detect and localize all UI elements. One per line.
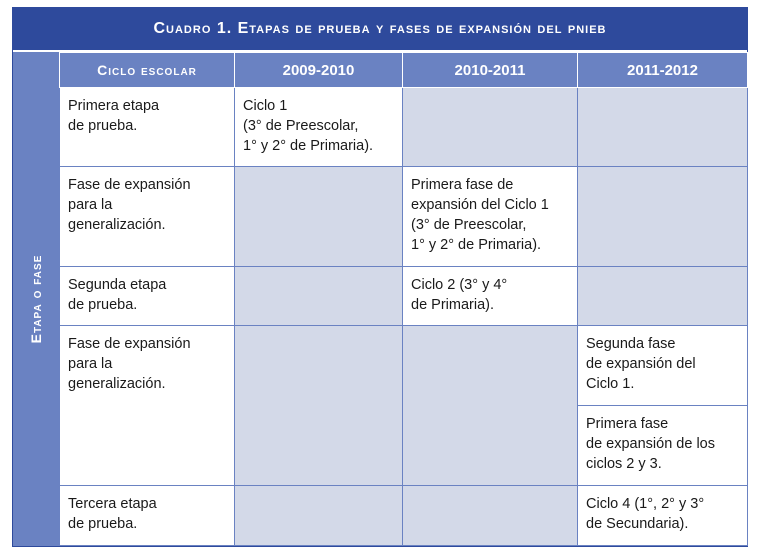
- row-label: Segunda etapa de prueba.: [60, 267, 235, 326]
- header-cell-year: 2010-2011: [403, 53, 578, 88]
- cell: Segunda fase de expansión del Ciclo 1.: [578, 326, 748, 406]
- table-row: [60, 267, 748, 326]
- table-row: [60, 167, 748, 267]
- row-label: Primera etapa de prueba.: [60, 88, 235, 167]
- empty-cell: [403, 486, 578, 546]
- cell: Primera fase de expansión de los ciclos 2 y 3.: [578, 406, 748, 486]
- cell: Ciclo 4 (1°, 2° y 3° de Secundaria).: [578, 486, 748, 546]
- table-title: Cuadro 1. Etapas de prueba y fases de expansión del pnieb: [13, 8, 747, 52]
- row-label: Fase de expansión para la generalización.: [60, 326, 235, 486]
- header-row: [60, 53, 748, 88]
- empty-cell: [578, 167, 748, 267]
- empty-cell: [235, 167, 403, 267]
- empty-cell: [235, 326, 403, 486]
- empty-cell: [578, 88, 748, 167]
- cell: Primera fase de expansión del Ciclo 1 (3° de Preescolar, 1° y 2° de Primaria).: [403, 167, 578, 267]
- table-frame: [12, 7, 748, 547]
- table-row: [60, 486, 748, 546]
- empty-cell: [235, 267, 403, 326]
- row-label: Fase de expansión para la generalización.: [60, 167, 235, 267]
- cell: Ciclo 2 (3° y 4° de Primaria).: [403, 267, 578, 326]
- table-row: [60, 88, 748, 167]
- header-cell-year: 2011-2012: [578, 53, 748, 88]
- side-header: [13, 52, 59, 546]
- data-table: [59, 52, 748, 546]
- table-row: [60, 326, 748, 406]
- cell: Ciclo 1 (3° de Preescolar, 1° y 2° de Primaria).: [235, 88, 403, 167]
- empty-cell: [578, 267, 748, 326]
- empty-cell: [235, 486, 403, 546]
- empty-cell: [403, 326, 578, 486]
- header-cell-ciclo: Ciclo escolar: [60, 53, 235, 88]
- side-label: Etapa o fase: [28, 254, 44, 344]
- header-cell-year: 2009-2010: [235, 53, 403, 88]
- row-label: Tercera etapa de prueba.: [60, 486, 235, 546]
- empty-cell: [403, 88, 578, 167]
